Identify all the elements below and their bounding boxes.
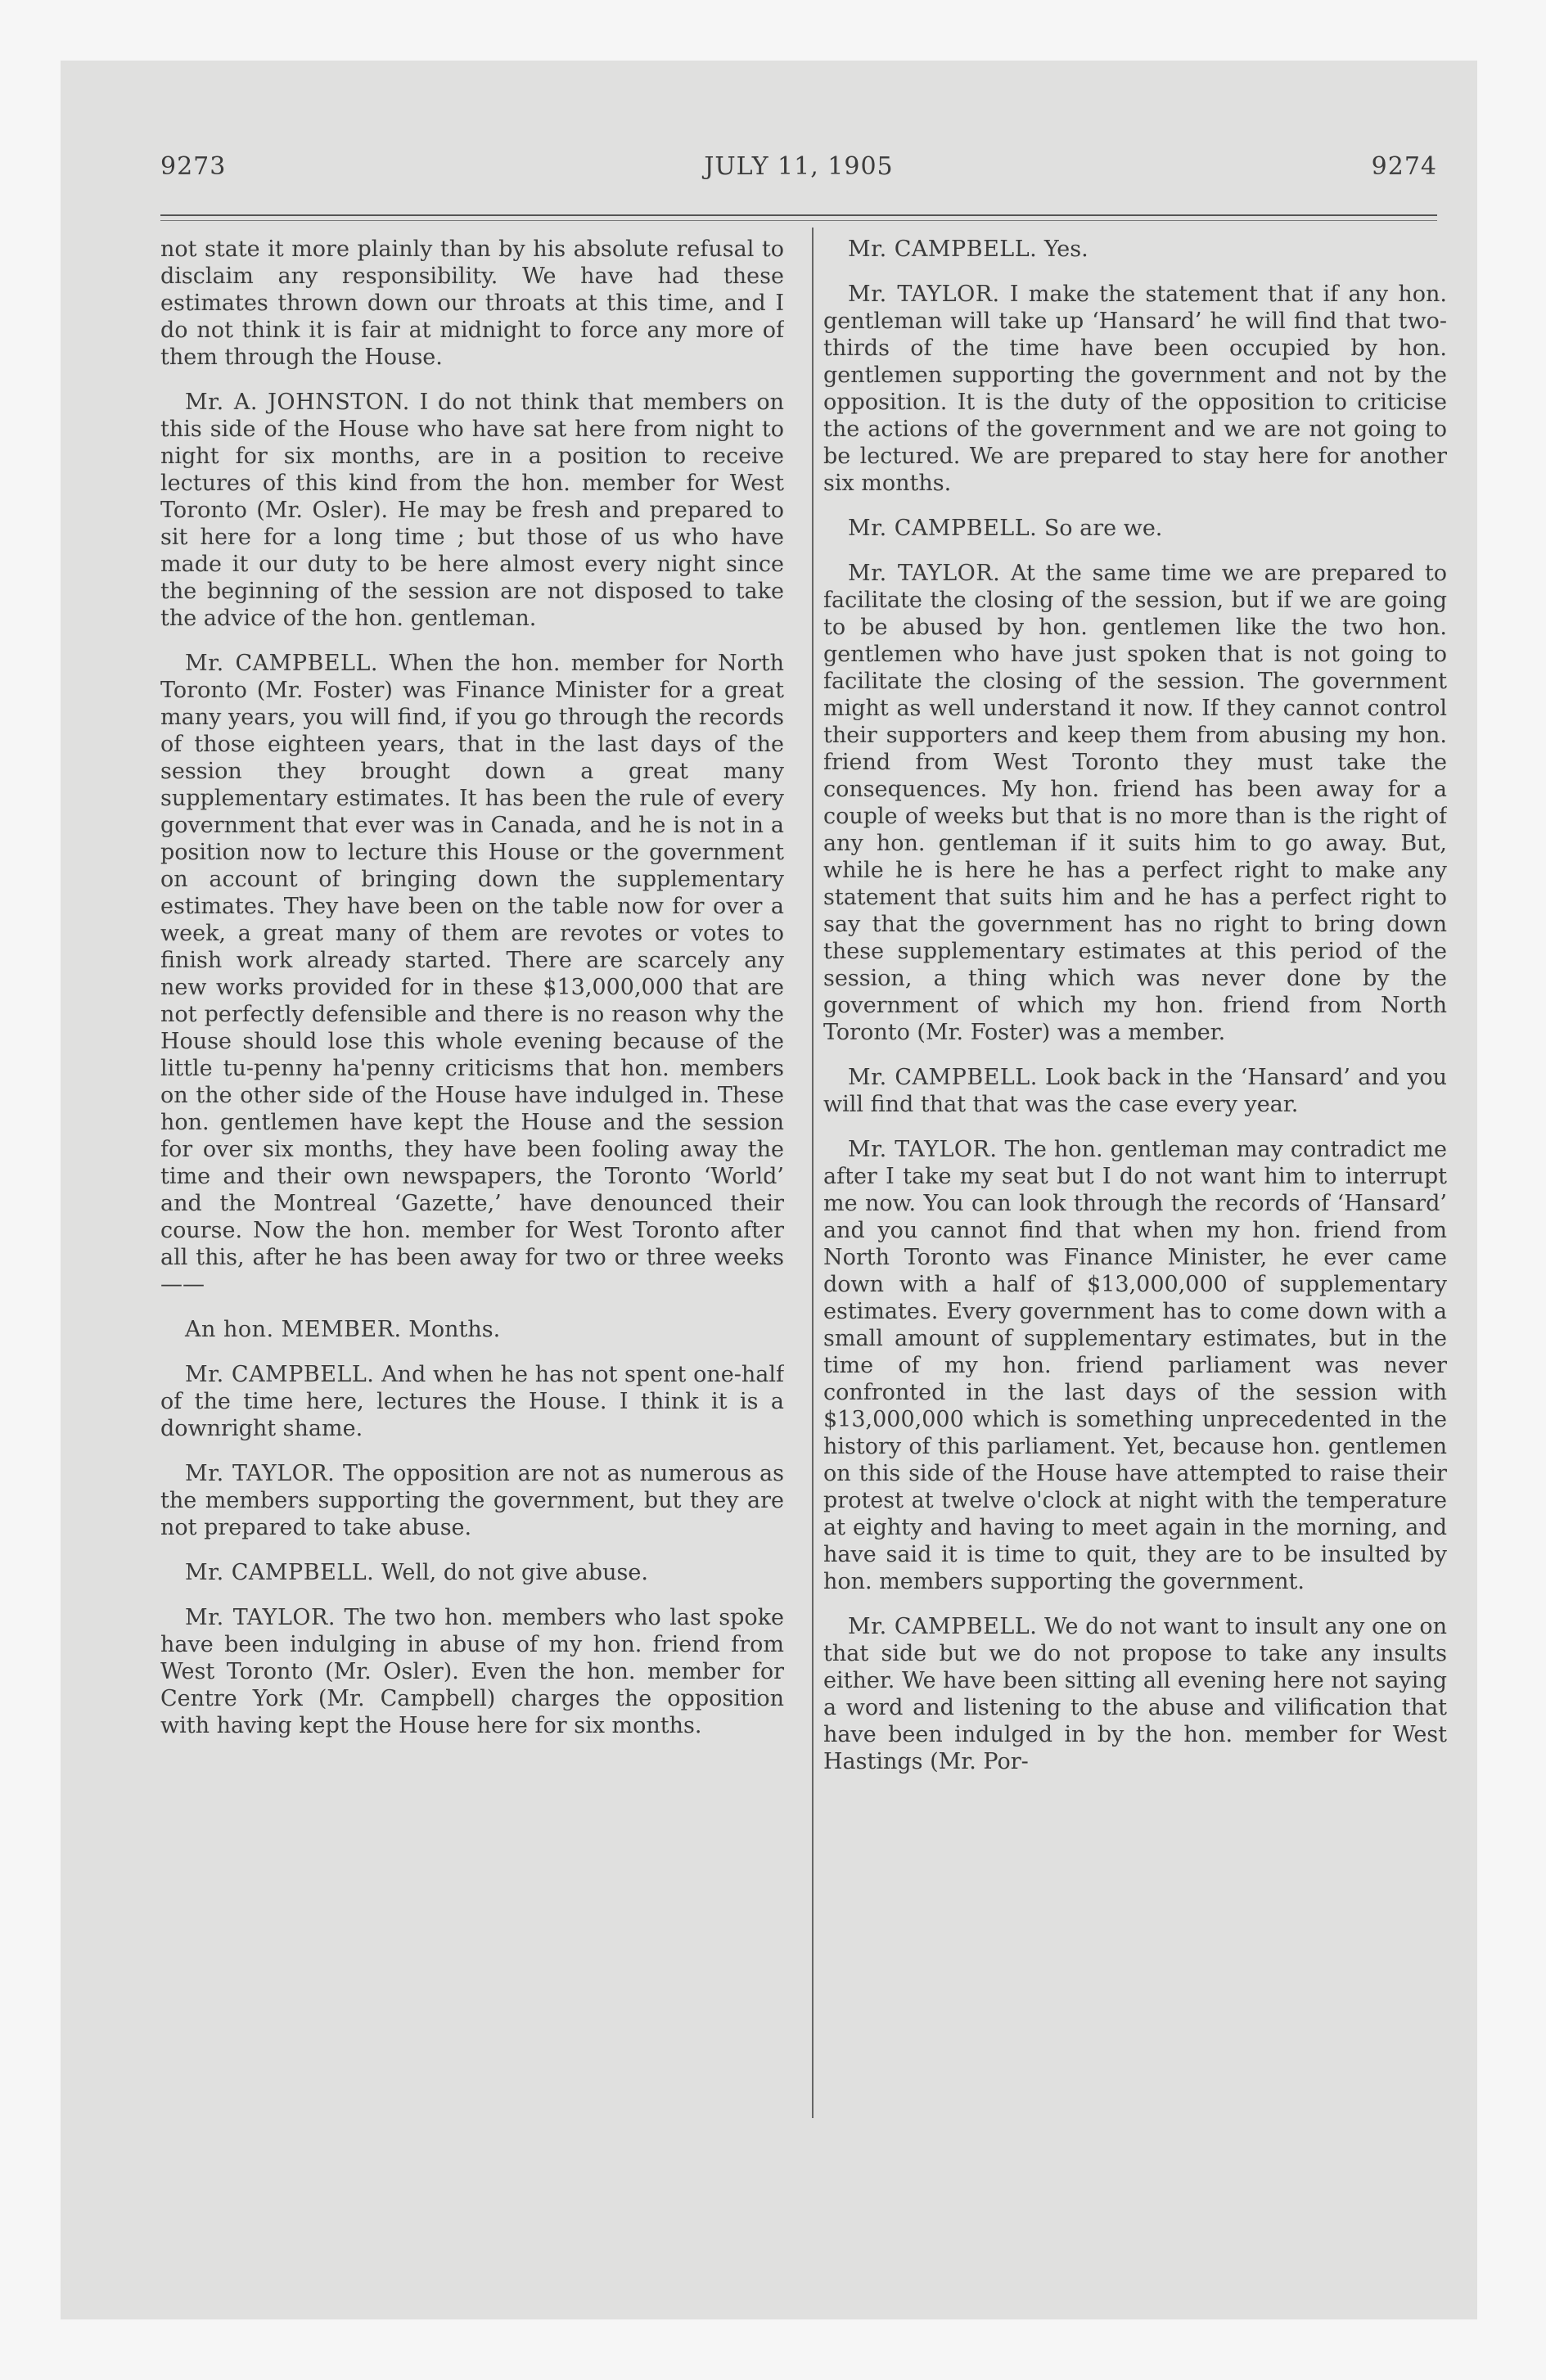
paragraph (823, 281, 1447, 497)
paragraph (160, 1361, 784, 1442)
speaker-name: Mr. TAYLOR. (185, 1461, 336, 1486)
speaker-name: Mr. TAYLOR. (848, 561, 1001, 586)
paragraph (160, 236, 784, 371)
paragraph (160, 389, 784, 632)
paragraph (823, 1136, 1447, 1595)
paragraph-text: Well, do not give abuse. (381, 1560, 648, 1585)
paragraph-text: So are we. (1043, 516, 1163, 541)
paragraph-text: I do not think that members on this side of the House who have sat here from night to night for six months, are in a position to receive lectures of this kind from the hon. member for West Toronto (Mr. Osler). He may be fresh and prepared to sit here for a long time ; but those of us who have made it our duty to be here almost every night since the beginning of the session are not disposed to take the advice of the hon. gentleman. (160, 390, 784, 631)
right-page-number: 9274 (1371, 152, 1437, 181)
left-page-number: 9273 (160, 152, 227, 181)
left-column (160, 232, 784, 2172)
paragraph (823, 236, 1447, 263)
paragraph-text: And when he has not spent one-half of the time here, lectures the House. I think it is a downright shame. (160, 1362, 784, 1441)
speaker-name: Mr. TAYLOR. (185, 1605, 336, 1630)
paragraph-text: The opposition are not as numerous as the members supporting the government, but they are not prepared to take abuse. (160, 1461, 784, 1540)
paragraph (160, 650, 784, 1298)
paragraph-text: I make the statement that if any hon. gentleman will take up ‘Hansard’ he will find that two-thirds of the time have been occupied by hon. gentlemen supporting the government and not by the opposition. It is the duty of the opposition to criticise the actions of the government and we are not going to be lectured. We are prepared to stay here for another six months. (823, 282, 1447, 496)
paragraph (823, 1613, 1447, 1775)
paragraph (160, 1604, 784, 1739)
hansard-page (160, 146, 1447, 2175)
paragraph (160, 1316, 784, 1343)
right-column (823, 232, 1447, 2172)
paragraph-text: Look back in the ‘Hansard’ and you will find that that was the case every year. (823, 1065, 1447, 1117)
paragraph-text: We do not want to insult any one on that side but we do not propose to take any insults either. We have been sitting all evening here not saying a word and listening to the abuse and vilification that have been indulged in by the hon. member for West Hastings (Mr. Por- (823, 1614, 1447, 1774)
speaker-name: Mr. CAMPBELL. (185, 1560, 375, 1585)
speaker-name: An hon. MEMBER. (185, 1317, 402, 1342)
speaker-name: Mr. CAMPBELL. (848, 237, 1038, 262)
paragraph-text: not state it more plainly than by his absolute refusal to disclaim any responsibility. We have had these estimates thrown down our throats at this time, and I do not think it is fair at midnight to force any more of them through the House. (160, 237, 784, 370)
speaker-name: Mr. TAYLOR. (848, 282, 1000, 307)
speaker-name: Mr. CAMPBELL. (848, 1065, 1038, 1090)
speaker-name: Mr. TAYLOR. (848, 1137, 998, 1162)
paragraph-text: Months. (408, 1317, 501, 1342)
header-rule (160, 214, 1437, 221)
paragraph-text: Yes. (1043, 237, 1089, 262)
paragraph (160, 1559, 784, 1586)
page-date: JULY 11, 1905 (704, 152, 894, 181)
speaker-name: Mr. CAMPBELL. (185, 651, 378, 676)
speaker-name: Mr. CAMPBELL. (848, 516, 1038, 541)
paragraph-text: At the same time we are prepared to facilitate the closing of the session, but if we are going to be abused by hon. gentlemen like the two hon. gentlemen who have just spoken that is not going to facilitate the closing of the session. The government might as well understand it now. If they cannot control their supporters and keep them from abusing my hon. friend from West Toronto they must take the consequences. My hon. friend has been away for a couple of weeks but that is no more than is the right of any hon. gentleman if it suits him to go away. But, while he is here he has a perfect right to make any statement that suits him and he has a perfect right to say that the government has no right to bring down these supplementary estimates at this period of the session, a thing which was never done by the government of which my hon. friend from North Toronto (Mr. Foster) was a member. (823, 561, 1447, 1045)
paragraph (823, 515, 1447, 542)
speaker-name: Mr. A. JOHNSTON. (185, 390, 410, 415)
paragraph-text: When the hon. member for North Toronto (Mr. Foster) was Finance Minister for a great many years, you will find, if you go through the records of those eighteen years, that in the last days of the session they brought down a great many supplementary estimates. It has been the rule of every government that ever was in Canada, and he is not in a position now to lecture this House or the government on account of bringing down the supplementary estimates. They have been on the table now for over a week, a great many of them are revotes or votes to finish work already started. There are scarcely any new works provided for in these $13,000,000 that are not perfectly defensible and there is no reason why the House should lose this whole evening because of the little tu-penny ha'penny criticisms that hon. members on the other side of the House have indulged in. These hon. gentlemen have kept the House and the session for over six months, they have been fooling away the time and their own newspapers, the Toronto ‘World’ and the Montreal ‘Gazette,’ have denounced their course. Now the hon. member for West Toronto after all this, after he has been away for two or three weeks—— (160, 651, 784, 1297)
speaker-name: Mr. CAMPBELL. (848, 1614, 1038, 1639)
page-header (160, 146, 1437, 195)
paragraph-text: The hon. gentleman may contradict me after I take my seat but I do not want him to interrupt me now. You can look through the records of ‘Hansard’ and you cannot find that when my hon. friend from North Toronto was Finance Minister, he ever came down with a half of $13,000,000 of supplementary estimates. Every government has to come down with a small amount of supplementary estimates, but in the time of my hon. friend parliament was never confronted in the last days of the session with $13,000,000 which is something unprecedented in the history of this parliament. Yet, because hon. gentlemen on this side of the House have attempted to raise their protest at twelve o'clock at night with the temperature at eighty and having to meet again in the morning, and have said it is time to quit, they are to be insulted by hon. members supporting the government. (823, 1137, 1447, 1594)
paragraph (823, 560, 1447, 1046)
paragraph-text: The two hon. members who last spoke have been indulging in abuse of my hon. friend from West Toronto (Mr. Osler). Even the hon. member for Centre York (Mr. Campbell) charges the opposition with having kept the House here for six months. (160, 1605, 784, 1738)
column-divider (812, 228, 814, 2118)
speaker-name: Mr. CAMPBELL. (185, 1362, 375, 1387)
paragraph (160, 1460, 784, 1541)
paragraph (823, 1064, 1447, 1118)
